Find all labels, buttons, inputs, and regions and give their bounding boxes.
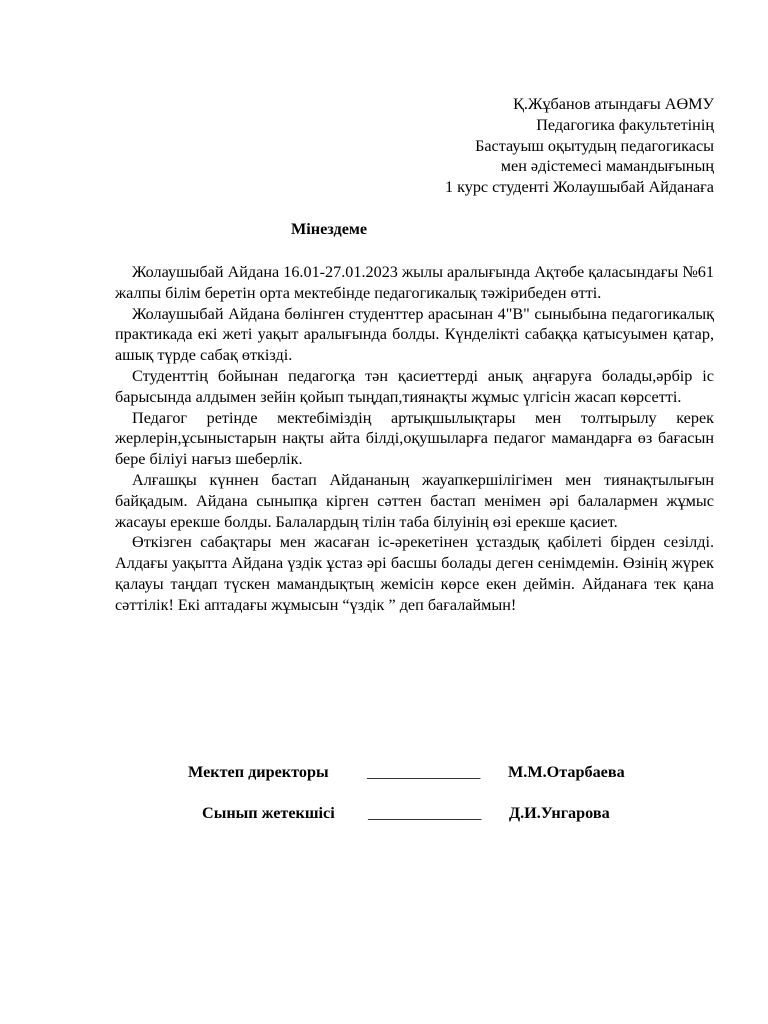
address-line: мен әдістемесі мамандығының (500, 157, 714, 176)
address-line: Педагогика факультетінің (536, 115, 714, 134)
signature-line: ______________ (368, 804, 482, 822)
body-paragraph: Алғашқы күннен бастап Айдананың жауапкершілігімен мен тиянақтылығын байқадым. Айдана сыныпқа кірген сәттен бастап менімен әрі балалармен жұмыс жасауы ерекше болды. Балалардың тілін таба білуінің өзі ерекше қасиет. (115, 470, 714, 531)
document-title: Мінездеме (291, 220, 368, 238)
address-line: 1 курс студенті Жолаушыбай Айданаға (444, 178, 714, 197)
address-line: Қ.Жұбанов атындағы АӨМУ (513, 95, 714, 113)
body-paragraph: Студенттің бойынан педагогқа тән қасиеттерді анық аңғаруға болады,әрбір іс барысында алдымен зейін қойып тыңдап,тиянақты жұмыс үлгісін жасап көрсетті. (115, 366, 714, 406)
body-paragraph: Жолаушыбай Айдана 16.01-27.01.2023 жылы аралығында Ақтөбе қаласындағы №61 жалпы білім беретін орта мектебінде педагогикалық тәжірибеден өтті. (115, 263, 714, 302)
signature-name: Д.И.Унгарова (509, 804, 610, 822)
signature-row-class-teacher (0, 803, 768, 824)
body-paragraph: Өткізген сабақтары мен жасаған іс-әрекетінен ұстаздық қабілеті бірден сезілді. Алдағы уақытта Айдана үздік ұстаз әрі басшы болады деген сенімдемін. Өзінің жүрек қалауы таңдап түскен мамандықтың жемісін көрсе екен деймін. Айданаға тек қана сәттілік! Екі аптадағы жұмысын “үздік ” деп бағалаймын! (115, 533, 714, 614)
body-paragraph: Педагог ретінде мектебіміздің артықшылықтары мен толтырылу керек жерлерін,ұсыныстарын нақты айта білді,оқушыларға педагог мамандарға өз бағасын бере біліуі нағыз шеберлік. (115, 408, 714, 469)
address-line: Бастауыш оқытудың педагогикасы (475, 136, 714, 155)
signature-line: ______________ (367, 763, 481, 781)
address-block (334, 94, 714, 198)
signature-row-director (0, 762, 768, 783)
signature-role: Сынып жетекшісі (202, 804, 335, 822)
body-paragraph: Жолаушыбай Айдана бөлінген студенттер арасынан 4"В" сыныбына педагогикалық практикада екі жеті уақыт аралығында болды. Күнделікті сабаққа қатысуымен қатар, ашық түрде сабақ өткізді. (115, 304, 714, 365)
signature-name: М.М.Отарбаева (508, 763, 625, 781)
document-body (115, 262, 714, 616)
signature-role: Мектеп директоры (188, 763, 329, 781)
